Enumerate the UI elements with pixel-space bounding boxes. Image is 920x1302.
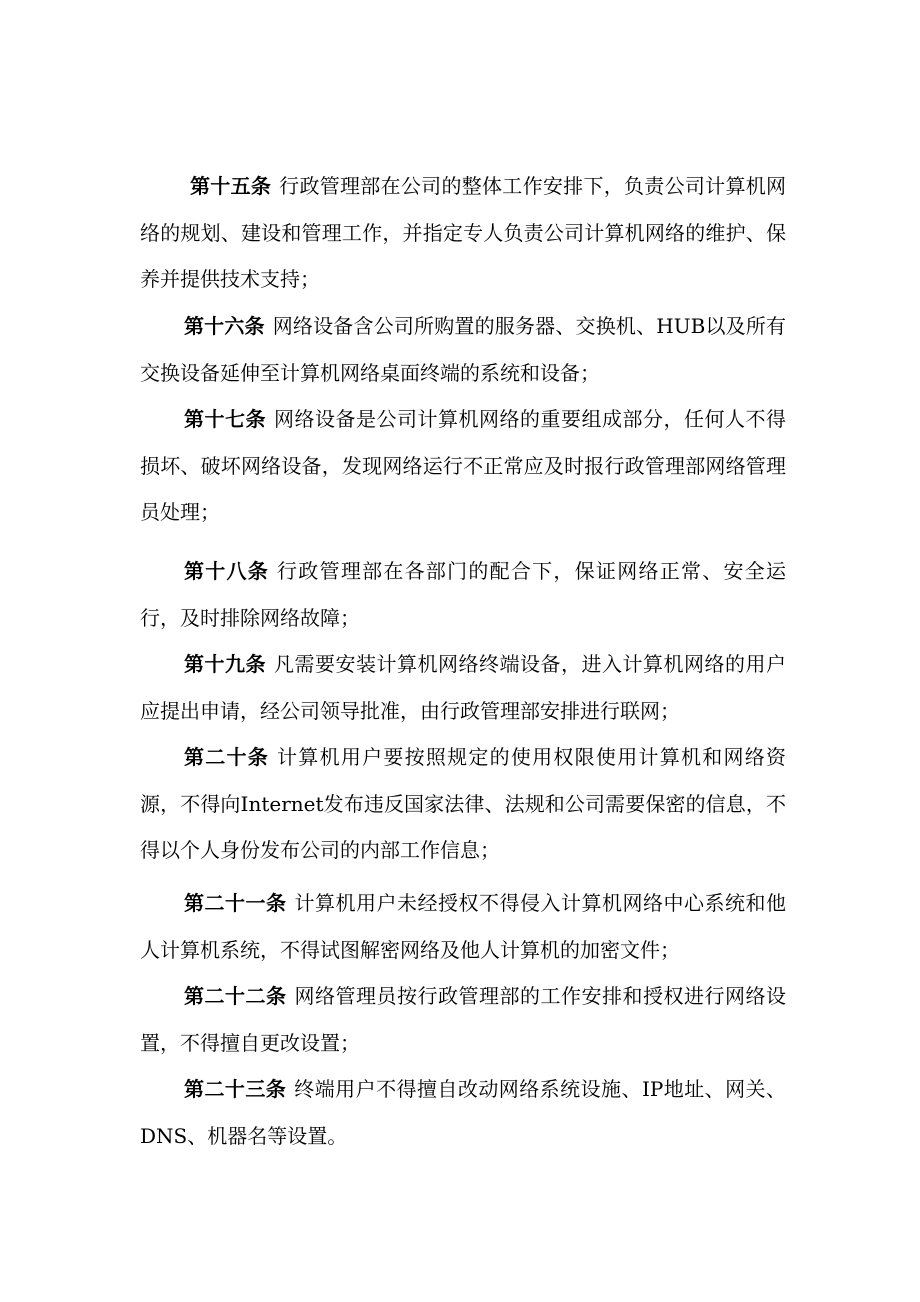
article-text: 网络设备含公司所购置的服务器、交换机、HUB以及所有交换设备延伸至计算机网络桌面终端的系统和设备；: [140, 314, 787, 385]
article-17: [140, 396, 786, 536]
article-text: 计算机用户未经授权不得侵入计算机网络中心系统和他人计算机系统，不得试图解密网络及他人计算机的加密文件；: [140, 891, 786, 962]
article-text: 计算机用户要按照规定的使用权限使用计算机和网络资源，不得向Internet发布违反国家法律、法规和公司需要保密的信息，不得以个人身份发布公司的内部工作信息；: [140, 745, 787, 862]
article-text: 行政管理部在公司的整体工作安排下，负责公司计算机网络的规划、建设和管理工作，并指定专人负责公司计算机网络的维护、保养并提供技术支持；: [140, 174, 787, 291]
article-number: 第十六条: [184, 314, 265, 338]
article-text: 网络设备是公司计算机网络的重要组成部分，任何人不得损坏、破坏网络设备，发现网络运行不正常应及时报行政管理部网络管理员处理；: [140, 407, 786, 524]
article-text: 凡需要安装计算机网络终端设备，进入计算机网络的用户应提出申请，经公司领导批准，由行政管理部安排进行联网；: [140, 652, 786, 723]
article-19: [140, 641, 786, 734]
article-number: 第十九条: [184, 652, 266, 676]
article-number: 第二十二条: [184, 984, 287, 1008]
article-18: [140, 548, 786, 641]
article-23: [140, 1066, 786, 1159]
article-text: 终端用户不得擅自改动网络系统设施、IP地址、网关、DNS、机器名等设置。: [140, 1077, 787, 1148]
article-number: 第二十一条: [184, 891, 287, 915]
article-text: 行政管理部在各部门的配合下，保证网络正常、安全运行，及时排除网络故障；: [140, 559, 787, 630]
article-16: [140, 303, 786, 396]
article-22: [140, 973, 786, 1066]
article-number: 第二十条: [184, 745, 270, 769]
article-number: 第十七条: [184, 407, 266, 431]
article-number: 第二十三条: [184, 1077, 287, 1101]
article-number: 第十八条: [184, 559, 270, 583]
article-21: [140, 880, 786, 973]
article-20: [140, 734, 786, 874]
article-15: [140, 163, 786, 303]
article-number: 第十五条: [190, 174, 272, 198]
article-text: 网络管理员按行政管理部的工作安排和授权进行网络设置，不得擅自更改设置；: [140, 984, 786, 1055]
